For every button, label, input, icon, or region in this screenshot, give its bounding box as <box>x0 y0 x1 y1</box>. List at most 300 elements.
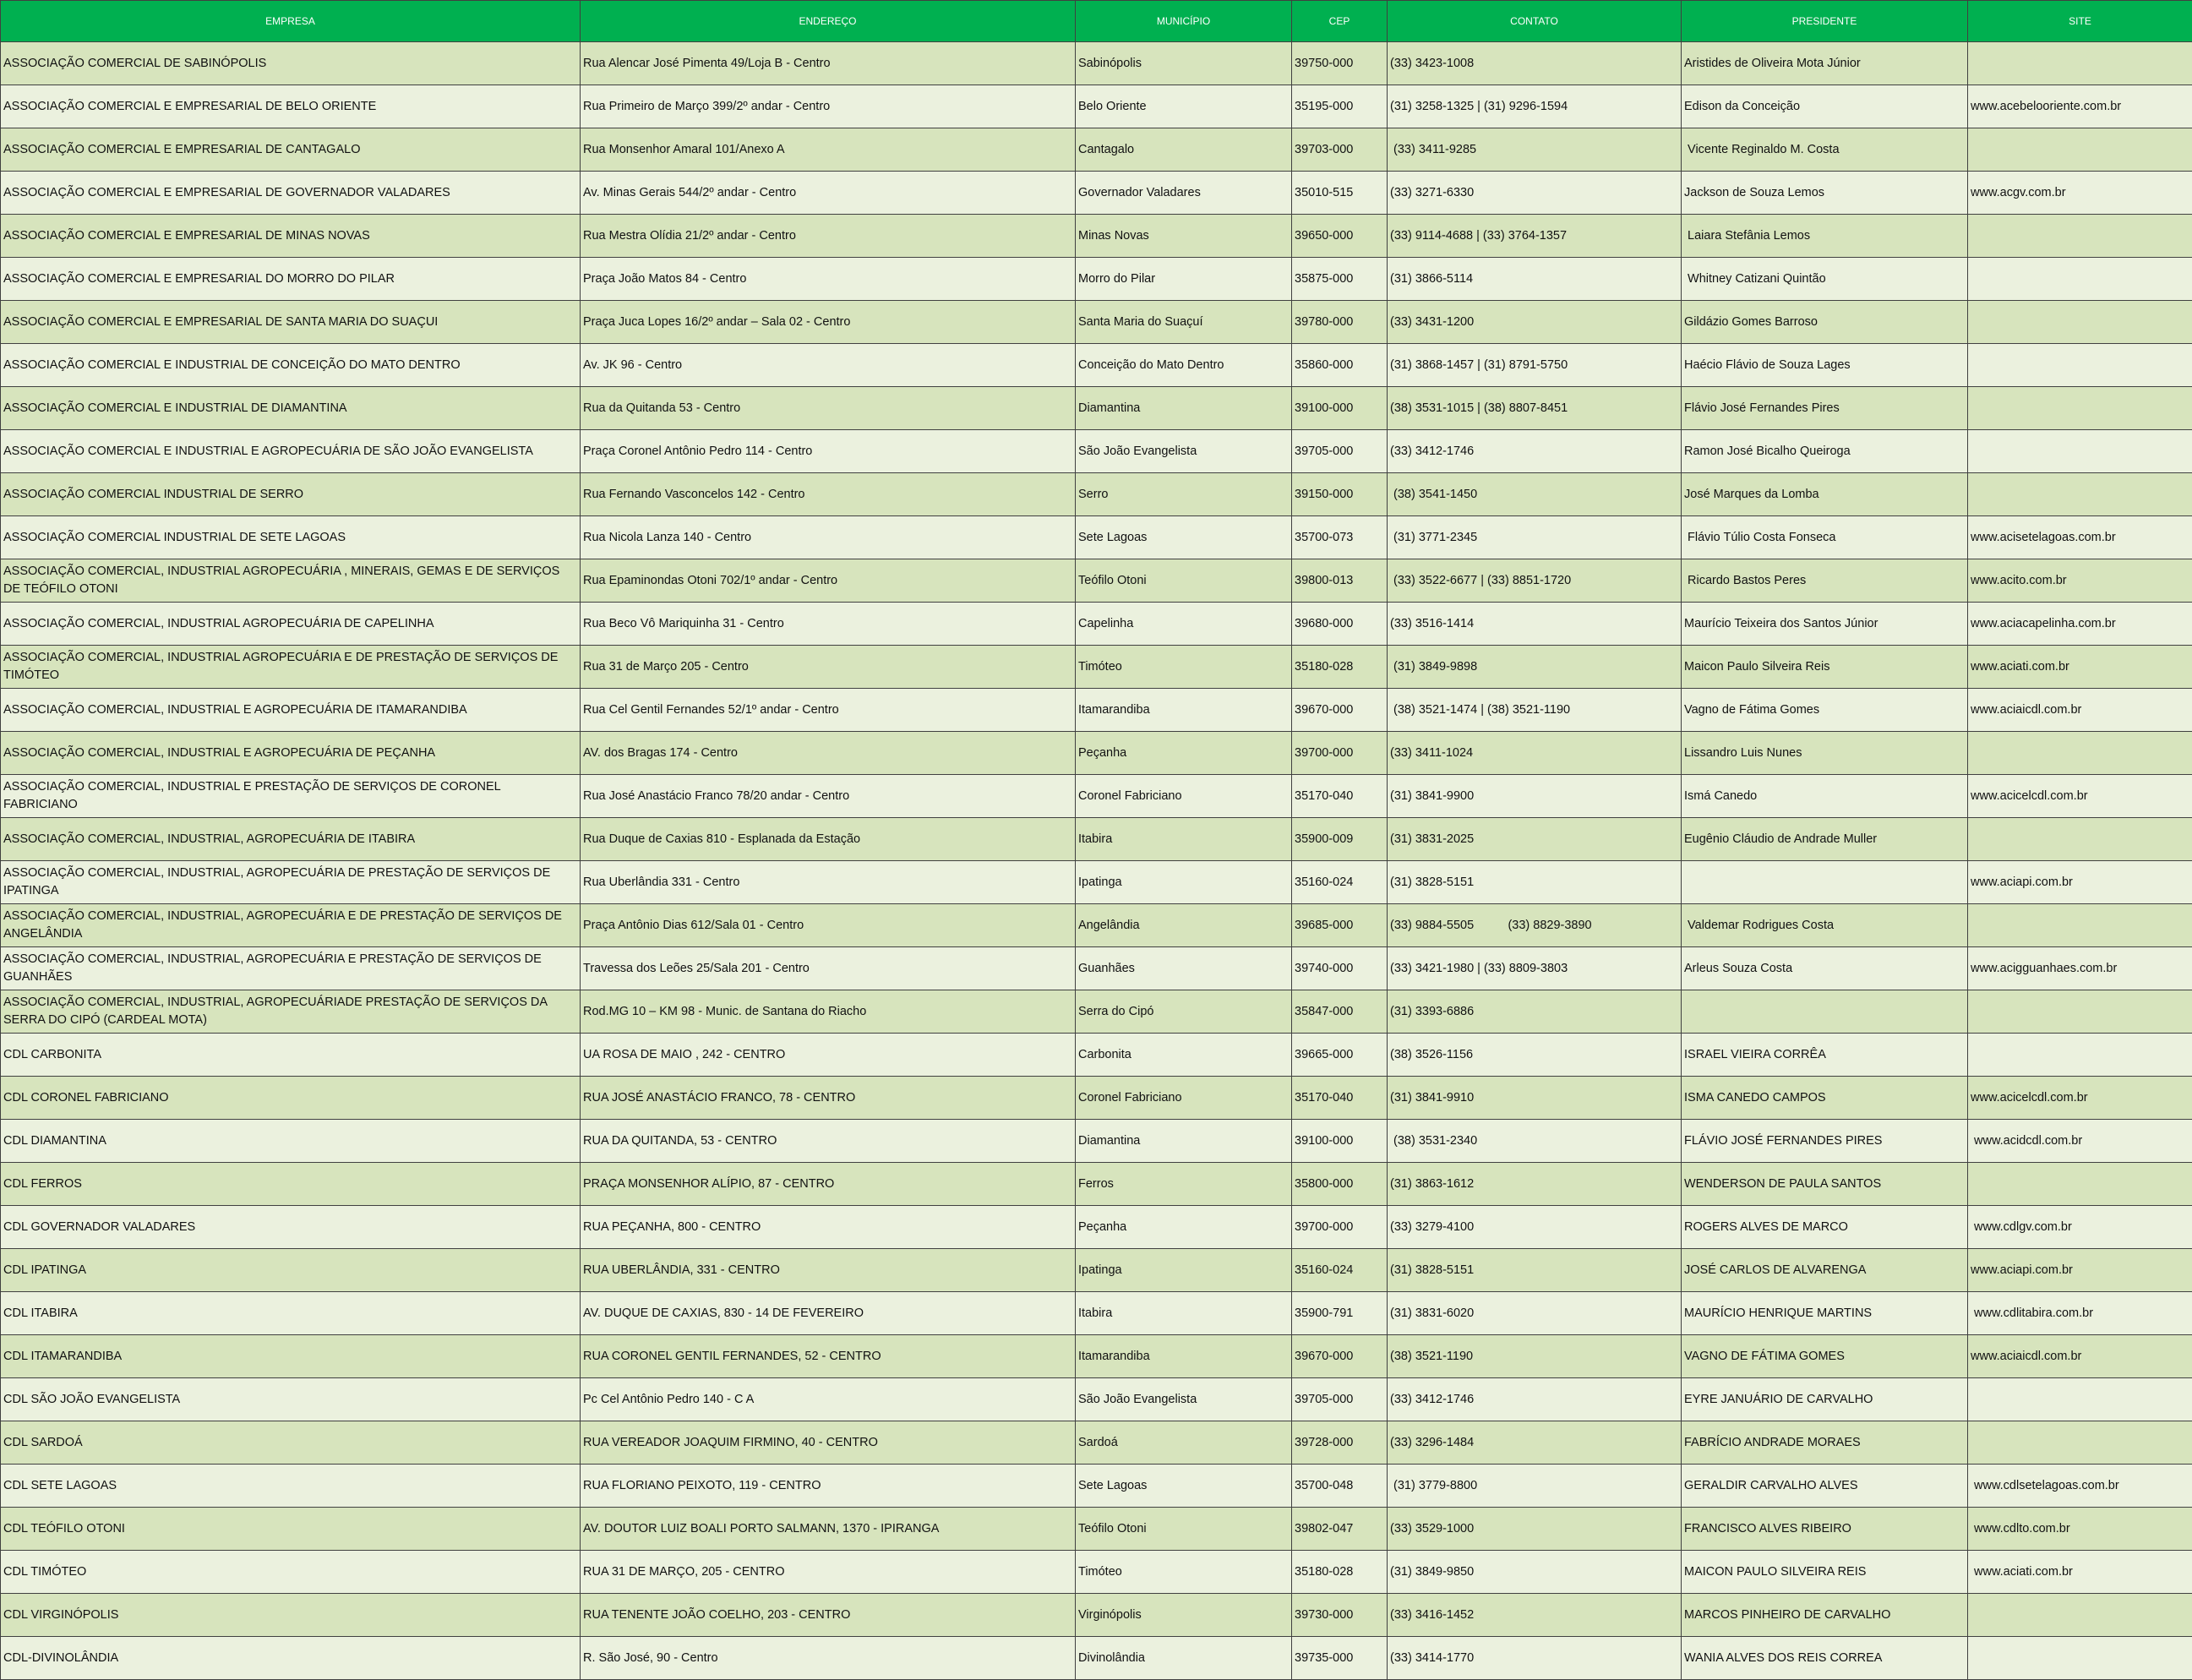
cell-contato: (33) 9884-5505 (33) 8829-3890 <box>1388 904 1682 947</box>
cell-contato: (31) 3841-9900 <box>1388 775 1682 818</box>
cell-municipio: Serra do Cipó <box>1076 990 1292 1034</box>
table-row <box>1 344 2192 387</box>
cell-endereco: RUA JOSÉ ANASTÁCIO FRANCO, 78 - CENTRO <box>581 1077 1076 1120</box>
column-header-empresa: EMPRESA <box>1 1 581 42</box>
cell-cep: 35180-028 <box>1292 646 1388 689</box>
cell-site <box>1968 301 2192 344</box>
cell-endereco: AV. DOUTOR LUIZ BOALI PORTO SALMANN, 1370 - IPIRANGA <box>581 1508 1076 1551</box>
table-row <box>1 128 2192 172</box>
cell-empresa: ASSOCIAÇÃO COMERCIAL, INDUSTRIAL AGROPECUÁRIA DE CAPELINHA <box>1 603 581 646</box>
cell-cep: 39670-000 <box>1292 1335 1388 1378</box>
cell-contato: (31) 3866-5114 <box>1388 258 1682 301</box>
cell-presidente: MAICON PAULO SILVEIRA REIS <box>1682 1551 1968 1594</box>
table-row <box>1 1249 2192 1292</box>
cell-empresa: ASSOCIAÇÃO COMERCIAL INDUSTRIAL DE SETE LAGOAS <box>1 516 581 559</box>
table-row <box>1 516 2192 559</box>
cell-site: www.aciaicdl.com.br <box>1968 1335 2192 1378</box>
cell-presidente: Maicon Paulo Silveira Reis <box>1682 646 1968 689</box>
cell-municipio: Timóteo <box>1076 1551 1292 1594</box>
cell-cep: 39735-000 <box>1292 1637 1388 1680</box>
cell-contato: (31) 3868-1457 | (31) 8791-5750 <box>1388 344 1682 387</box>
cell-endereco: RUA VEREADOR JOAQUIM FIRMINO, 40 - CENTRO <box>581 1421 1076 1465</box>
cell-site <box>1968 473 2192 516</box>
cell-contato: (33) 3421-1980 | (33) 8809-3803 <box>1388 947 1682 990</box>
cell-contato: (33) 3411-1024 <box>1388 732 1682 775</box>
cell-contato: (33) 3271-6330 <box>1388 172 1682 215</box>
cell-cep: 39670-000 <box>1292 689 1388 732</box>
cell-presidente: MAURÍCIO HENRIQUE MARTINS <box>1682 1292 1968 1335</box>
cell-site: www.acidcdl.com.br <box>1968 1120 2192 1163</box>
cell-contato: (31) 3779-8800 <box>1388 1465 1682 1508</box>
cell-endereco: Rua José Anastácio Franco 78/20 andar - Centro <box>581 775 1076 818</box>
cell-empresa: ASSOCIAÇÃO COMERCIAL, INDUSTRIAL E AGROPECUÁRIA DE PEÇANHA <box>1 732 581 775</box>
table-row <box>1 689 2192 732</box>
cell-presidente: Flávio Túlio Costa Fonseca <box>1682 516 1968 559</box>
cell-empresa: ASSOCIAÇÃO COMERCIAL E EMPRESARIAL DO MORRO DO PILAR <box>1 258 581 301</box>
cell-site <box>1968 1594 2192 1637</box>
cell-municipio: Coronel Fabriciano <box>1076 1077 1292 1120</box>
cell-cep: 39680-000 <box>1292 603 1388 646</box>
cell-cep: 35847-000 <box>1292 990 1388 1034</box>
cell-municipio: Carbonita <box>1076 1034 1292 1077</box>
cell-contato: (38) 3531-1015 | (38) 8807-8451 <box>1388 387 1682 430</box>
table-row <box>1 732 2192 775</box>
cell-municipio: Conceição do Mato Dentro <box>1076 344 1292 387</box>
table-row <box>1 473 2192 516</box>
cell-endereco: Rua Beco Vô Mariquinha 31 - Centro <box>581 603 1076 646</box>
cell-cep: 35900-009 <box>1292 818 1388 861</box>
cell-municipio: Ipatinga <box>1076 861 1292 904</box>
cell-municipio: Sardoá <box>1076 1421 1292 1465</box>
cell-site: www.acicelcdl.com.br <box>1968 1077 2192 1120</box>
cell-site: www.aciapi.com.br <box>1968 861 2192 904</box>
cell-endereco: RUA FLORIANO PEIXOTO, 119 - CENTRO <box>581 1465 1076 1508</box>
cell-contato: (31) 3771-2345 <box>1388 516 1682 559</box>
cell-endereco: RUA PEÇANHA, 800 - CENTRO <box>581 1206 1076 1249</box>
cell-empresa: CDL TIMÓTEO <box>1 1551 581 1594</box>
cell-empresa: ASSOCIAÇÃO COMERCIAL INDUSTRIAL DE SERRO <box>1 473 581 516</box>
cell-municipio: São João Evangelista <box>1076 430 1292 473</box>
cell-municipio: Peçanha <box>1076 732 1292 775</box>
cell-cep: 39700-000 <box>1292 732 1388 775</box>
cell-contato: (38) 3526-1156 <box>1388 1034 1682 1077</box>
cell-empresa: CDL DIAMANTINA <box>1 1120 581 1163</box>
column-header-presidente: PRESIDENTE <box>1682 1 1968 42</box>
cell-empresa: CDL SÃO JOÃO EVANGELISTA <box>1 1378 581 1421</box>
cell-contato: (33) 3416-1452 <box>1388 1594 1682 1637</box>
cell-presidente: ISMA CANEDO CAMPOS <box>1682 1077 1968 1120</box>
cell-contato: (38) 3521-1474 | (38) 3521-1190 <box>1388 689 1682 732</box>
cell-contato: (31) 3393-6886 <box>1388 990 1682 1034</box>
cell-cep: 39685-000 <box>1292 904 1388 947</box>
cell-endereco: RUA 31 DE MARÇO, 205 - CENTRO <box>581 1551 1076 1594</box>
table-row <box>1 1378 2192 1421</box>
cell-contato: (31) 3849-9850 <box>1388 1551 1682 1594</box>
cell-endereco: Rua Fernando Vasconcelos 142 - Centro <box>581 473 1076 516</box>
cell-municipio: Santa Maria do Suaçuí <box>1076 301 1292 344</box>
cell-site <box>1968 215 2192 258</box>
cell-site <box>1968 1378 2192 1421</box>
cell-presidente: Whitney Catizani Quintão <box>1682 258 1968 301</box>
table-row <box>1 646 2192 689</box>
cell-cep: 39740-000 <box>1292 947 1388 990</box>
cell-cep: 39802-047 <box>1292 1508 1388 1551</box>
cell-endereco: RUA TENENTE JOÃO COELHO, 203 - CENTRO <box>581 1594 1076 1637</box>
cell-endereco: Rua Primeiro de Março 399/2º andar - Centro <box>581 85 1076 128</box>
cell-empresa: CDL TEÓFILO OTONI <box>1 1508 581 1551</box>
cell-presidente: Vicente Reginaldo M. Costa <box>1682 128 1968 172</box>
cell-contato: (33) 3414-1770 <box>1388 1637 1682 1680</box>
cell-contato: (33) 3522-6677 | (33) 8851-1720 <box>1388 559 1682 603</box>
cell-municipio: Belo Oriente <box>1076 85 1292 128</box>
cell-endereco: Praça Juca Lopes 16/2º andar – Sala 02 - Centro <box>581 301 1076 344</box>
table-row <box>1 990 2192 1034</box>
cell-empresa: ASSOCIAÇÃO COMERCIAL E INDUSTRIAL E AGROPECUÁRIA DE SÃO JOÃO EVANGELISTA <box>1 430 581 473</box>
cell-site <box>1968 344 2192 387</box>
cell-municipio: Ipatinga <box>1076 1249 1292 1292</box>
cell-municipio: Minas Novas <box>1076 215 1292 258</box>
table-row <box>1 1292 2192 1335</box>
cell-empresa: ASSOCIAÇÃO COMERCIAL, INDUSTRIAL AGROPECUÁRIA , MINERAIS, GEMAS E DE SERVIÇOS DE TEÓFILO OTONI <box>1 559 581 603</box>
cell-presidente: Ricardo Bastos Peres <box>1682 559 1968 603</box>
cell-site: www.acisetelagoas.com.br <box>1968 516 2192 559</box>
cell-municipio: Sete Lagoas <box>1076 1465 1292 1508</box>
cell-contato: (33) 3516-1414 <box>1388 603 1682 646</box>
cell-cep: 35195-000 <box>1292 85 1388 128</box>
cell-empresa: ASSOCIAÇÃO COMERCIAL E INDUSTRIAL DE DIAMANTINA <box>1 387 581 430</box>
cell-endereco: Travessa dos Leões 25/Sala 201 - Centro <box>581 947 1076 990</box>
cell-cep: 35700-073 <box>1292 516 1388 559</box>
cell-empresa: CDL SETE LAGOAS <box>1 1465 581 1508</box>
cell-empresa: ASSOCIAÇÃO COMERCIAL E EMPRESARIAL DE MINAS NOVAS <box>1 215 581 258</box>
cell-site <box>1968 904 2192 947</box>
cell-site <box>1968 42 2192 85</box>
cell-presidente: Eugênio Cláudio de Andrade Muller <box>1682 818 1968 861</box>
cell-site: www.acgv.com.br <box>1968 172 2192 215</box>
cell-endereco: R. São José, 90 - Centro <box>581 1637 1076 1680</box>
cell-empresa: CDL-DIVINOLÂNDIA <box>1 1637 581 1680</box>
cell-cep: 39728-000 <box>1292 1421 1388 1465</box>
cell-municipio: Governador Valadares <box>1076 172 1292 215</box>
cell-empresa: ASSOCIAÇÃO COMERCIAL, INDUSTRIAL, AGROPECUÁRIA E PRESTAÇÃO DE SERVIÇOS DE GUANHÃES <box>1 947 581 990</box>
cell-municipio: Peçanha <box>1076 1206 1292 1249</box>
table-row <box>1 818 2192 861</box>
cell-presidente: Edison da Conceição <box>1682 85 1968 128</box>
column-header-endereco: ENDEREÇO <box>581 1 1076 42</box>
cell-cep: 39150-000 <box>1292 473 1388 516</box>
cell-cep: 35860-000 <box>1292 344 1388 387</box>
cell-presidente: Ismá Canedo <box>1682 775 1968 818</box>
cell-endereco: RUA UBERLÂNDIA, 331 - CENTRO <box>581 1249 1076 1292</box>
cell-presidente <box>1682 861 1968 904</box>
cell-contato: (33) 3411-9285 <box>1388 128 1682 172</box>
cell-endereco: Pc Cel Antônio Pedro 140 - C A <box>581 1378 1076 1421</box>
table-row <box>1 258 2192 301</box>
cell-contato: (33) 3412-1746 <box>1388 430 1682 473</box>
cell-presidente: Ramon José Bicalho Queiroga <box>1682 430 1968 473</box>
cell-cep: 35800-000 <box>1292 1163 1388 1206</box>
cell-cep: 39650-000 <box>1292 215 1388 258</box>
table-row <box>1 1206 2192 1249</box>
table-row <box>1 861 2192 904</box>
table-row <box>1 1637 2192 1680</box>
cell-presidente: VAGNO DE FÁTIMA GOMES <box>1682 1335 1968 1378</box>
table-body <box>1 42 2192 1680</box>
cell-empresa: ASSOCIAÇÃO COMERCIAL, INDUSTRIAL, AGROPECUÁRIA DE PRESTAÇÃO DE SERVIÇOS DE IPATINGA <box>1 861 581 904</box>
cell-empresa: CDL ITABIRA <box>1 1292 581 1335</box>
cell-municipio: Teófilo Otoni <box>1076 559 1292 603</box>
cell-site <box>1968 732 2192 775</box>
cell-cep: 39705-000 <box>1292 430 1388 473</box>
cell-municipio: Divinolândia <box>1076 1637 1292 1680</box>
cell-empresa: CDL IPATINGA <box>1 1249 581 1292</box>
cell-contato: (31) 3831-6020 <box>1388 1292 1682 1335</box>
cell-municipio: Itamarandiba <box>1076 689 1292 732</box>
cell-endereco: Rua Mestra Olídia 21/2º andar - Centro <box>581 215 1076 258</box>
table-row <box>1 172 2192 215</box>
cell-municipio: Sete Lagoas <box>1076 516 1292 559</box>
cell-empresa: ASSOCIAÇÃO COMERCIAL E INDUSTRIAL DE CONCEIÇÃO DO MATO DENTRO <box>1 344 581 387</box>
cell-presidente: Vagno de Fátima Gomes <box>1682 689 1968 732</box>
cell-cep: 35700-048 <box>1292 1465 1388 1508</box>
cell-presidente: WENDERSON DE PAULA SANTOS <box>1682 1163 1968 1206</box>
cell-presidente: Laiara Stefânia Lemos <box>1682 215 1968 258</box>
cell-endereco: Rua Monsenhor Amaral 101/Anexo A <box>581 128 1076 172</box>
cell-endereco: Rua da Quitanda 53 - Centro <box>581 387 1076 430</box>
cell-site <box>1968 1421 2192 1465</box>
table-row <box>1 559 2192 603</box>
cell-empresa: ASSOCIAÇÃO COMERCIAL DE SABINÓPOLIS <box>1 42 581 85</box>
cell-presidente: ROGERS ALVES DE MARCO <box>1682 1206 1968 1249</box>
cell-cep: 35180-028 <box>1292 1551 1388 1594</box>
cell-contato: (31) 3258-1325 | (31) 9296-1594 <box>1388 85 1682 128</box>
cell-endereco: Av. JK 96 - Centro <box>581 344 1076 387</box>
cell-endereco: Rua Epaminondas Otoni 702/1º andar - Centro <box>581 559 1076 603</box>
cell-endereco: Rua Uberlândia 331 - Centro <box>581 861 1076 904</box>
column-header-contato: CONTATO <box>1388 1 1682 42</box>
cell-site: www.aciati.com.br <box>1968 646 2192 689</box>
table-row <box>1 775 2192 818</box>
cell-endereco: Av. Minas Gerais 544/2º andar - Centro <box>581 172 1076 215</box>
table-row <box>1 1421 2192 1465</box>
cell-municipio: Itamarandiba <box>1076 1335 1292 1378</box>
cell-endereco: RUA DA QUITANDA, 53 - CENTRO <box>581 1120 1076 1163</box>
cell-site <box>1968 258 2192 301</box>
cell-site: www.cdlsetelagoas.com.br <box>1968 1465 2192 1508</box>
cell-site <box>1968 430 2192 473</box>
cell-municipio: Morro do Pilar <box>1076 258 1292 301</box>
cell-empresa: ASSOCIAÇÃO COMERCIAL, INDUSTRIAL, AGROPECUÁRIA E DE PRESTAÇÃO DE SERVIÇOS DE ANGELÂNDIA <box>1 904 581 947</box>
table-row <box>1 1120 2192 1163</box>
cell-endereco: Rua Nicola Lanza 140 - Centro <box>581 516 1076 559</box>
cell-endereco: Rua Cel Gentil Fernandes 52/1º andar - Centro <box>581 689 1076 732</box>
cell-cep: 39700-000 <box>1292 1206 1388 1249</box>
cell-site: www.acicelcdl.com.br <box>1968 775 2192 818</box>
table-row <box>1 904 2192 947</box>
cell-municipio: Diamantina <box>1076 387 1292 430</box>
table-row <box>1 1551 2192 1594</box>
cell-empresa: ASSOCIAÇÃO COMERCIAL, INDUSTRIAL E AGROPECUÁRIA DE ITAMARANDIBA <box>1 689 581 732</box>
cell-contato: (38) 3521-1190 <box>1388 1335 1682 1378</box>
cell-municipio: Cantagalo <box>1076 128 1292 172</box>
cell-endereco: RUA CORONEL GENTIL FERNANDES, 52 - CENTRO <box>581 1335 1076 1378</box>
cell-empresa: ASSOCIAÇÃO COMERCIAL E EMPRESARIAL DE BELO ORIENTE <box>1 85 581 128</box>
cell-presidente: Lissandro Luis Nunes <box>1682 732 1968 775</box>
cell-municipio: Itabira <box>1076 818 1292 861</box>
cell-cep: 39703-000 <box>1292 128 1388 172</box>
cell-empresa: CDL ITAMARANDIBA <box>1 1335 581 1378</box>
cell-empresa: ASSOCIAÇÃO COMERCIAL E EMPRESARIAL DE SANTA MARIA DO SUAÇUI <box>1 301 581 344</box>
cell-site <box>1968 1637 2192 1680</box>
column-header-site: SITE <box>1968 1 2192 42</box>
table-row <box>1 1508 2192 1551</box>
cell-empresa: ASSOCIAÇÃO COMERCIAL, INDUSTRIAL, AGROPECUÁRIA DE ITABIRA <box>1 818 581 861</box>
cell-municipio: Teófilo Otoni <box>1076 1508 1292 1551</box>
cell-site: www.aciaicdl.com.br <box>1968 689 2192 732</box>
cell-presidente: FABRÍCIO ANDRADE MORAES <box>1682 1421 1968 1465</box>
cell-empresa: CDL FERROS <box>1 1163 581 1206</box>
cell-cep: 35160-024 <box>1292 861 1388 904</box>
cell-endereco: AV. DUQUE DE CAXIAS, 830 - 14 DE FEVEREIRO <box>581 1292 1076 1335</box>
cell-endereco: Rua Alencar José Pimenta 49/Loja B - Centro <box>581 42 1076 85</box>
cell-endereco: UA ROSA DE MAIO , 242 - CENTRO <box>581 1034 1076 1077</box>
cell-cep: 35170-040 <box>1292 1077 1388 1120</box>
table-row <box>1 85 2192 128</box>
cell-presidente: MARCOS PINHEIRO DE CARVALHO <box>1682 1594 1968 1637</box>
cell-contato: (33) 3412-1746 <box>1388 1378 1682 1421</box>
cell-empresa: CDL GOVERNADOR VALADARES <box>1 1206 581 1249</box>
cell-site <box>1968 990 2192 1034</box>
cell-contato: (38) 3541-1450 <box>1388 473 1682 516</box>
cell-site <box>1968 1034 2192 1077</box>
cell-endereco: AV. dos Bragas 174 - Centro <box>581 732 1076 775</box>
cell-presidente: JOSÉ CARLOS DE ALVARENGA <box>1682 1249 1968 1292</box>
cell-presidente: GERALDIR CARVALHO ALVES <box>1682 1465 1968 1508</box>
cell-presidente: José Marques da Lomba <box>1682 473 1968 516</box>
cell-contato: (33) 3431-1200 <box>1388 301 1682 344</box>
cell-endereco: Rua 31 de Março 205 - Centro <box>581 646 1076 689</box>
cell-empresa: ASSOCIAÇÃO COMERCIAL E EMPRESARIAL DE CANTAGALO <box>1 128 581 172</box>
cell-municipio: Ferros <box>1076 1163 1292 1206</box>
cell-empresa: ASSOCIAÇÃO COMERCIAL, INDUSTRIAL AGROPECUÁRIA E DE PRESTAÇÃO DE SERVIÇOS DE TIMÓTEO <box>1 646 581 689</box>
cell-contato: (31) 3828-5151 <box>1388 861 1682 904</box>
cell-site: www.acito.com.br <box>1968 559 2192 603</box>
cell-presidente: Arleus Souza Costa <box>1682 947 1968 990</box>
cell-presidente: FLÁVIO JOSÉ FERNANDES PIRES <box>1682 1120 1968 1163</box>
cell-presidente: WANIA ALVES DOS REIS CORREA <box>1682 1637 1968 1680</box>
cell-municipio: Itabira <box>1076 1292 1292 1335</box>
table-row <box>1 1034 2192 1077</box>
cell-site: www.acebelooriente.com.br <box>1968 85 2192 128</box>
cell-site: www.aciapi.com.br <box>1968 1249 2192 1292</box>
cell-cep: 39100-000 <box>1292 387 1388 430</box>
cell-empresa: ASSOCIAÇÃO COMERCIAL, INDUSTRIAL E PRESTAÇÃO DE SERVIÇOS DE CORONEL FABRICIANO <box>1 775 581 818</box>
cell-site: www.cdlgv.com.br <box>1968 1206 2192 1249</box>
cell-cep: 39780-000 <box>1292 301 1388 344</box>
table-row <box>1 387 2192 430</box>
table-row <box>1 1077 2192 1120</box>
cell-cep: 39730-000 <box>1292 1594 1388 1637</box>
cell-cep: 35170-040 <box>1292 775 1388 818</box>
cell-site <box>1968 387 2192 430</box>
cell-presidente: EYRE JANUÁRIO DE CARVALHO <box>1682 1378 1968 1421</box>
cell-presidente: Haécio Flávio de Souza Lages <box>1682 344 1968 387</box>
cell-contato: (33) 3423-1008 <box>1388 42 1682 85</box>
cell-contato: (33) 3529-1000 <box>1388 1508 1682 1551</box>
cell-site: www.cdlitabira.com.br <box>1968 1292 2192 1335</box>
cell-presidente: Valdemar Rodrigues Costa <box>1682 904 1968 947</box>
cell-contato: (33) 9114-4688 | (33) 3764-1357 <box>1388 215 1682 258</box>
cell-contato: (31) 3828-5151 <box>1388 1249 1682 1292</box>
cell-presidente: Jackson de Souza Lemos <box>1682 172 1968 215</box>
cell-contato: (31) 3841-9910 <box>1388 1077 1682 1120</box>
cell-cep: 39800-013 <box>1292 559 1388 603</box>
cell-empresa: ASSOCIAÇÃO COMERCIAL E EMPRESARIAL DE GOVERNADOR VALADARES <box>1 172 581 215</box>
cell-municipio: Diamantina <box>1076 1120 1292 1163</box>
cell-municipio: Sabinópolis <box>1076 42 1292 85</box>
cell-cep: 39705-000 <box>1292 1378 1388 1421</box>
cell-municipio: Timóteo <box>1076 646 1292 689</box>
cell-cep: 35900-791 <box>1292 1292 1388 1335</box>
cell-endereco: PRAÇA MONSENHOR ALÍPIO, 87 - CENTRO <box>581 1163 1076 1206</box>
cell-empresa: CDL CARBONITA <box>1 1034 581 1077</box>
cell-site: www.aciacapelinha.com.br <box>1968 603 2192 646</box>
cell-site <box>1968 128 2192 172</box>
cell-contato: (31) 3831-2025 <box>1388 818 1682 861</box>
table-row <box>1 301 2192 344</box>
cell-municipio: Capelinha <box>1076 603 1292 646</box>
cell-contato: (31) 3849-9898 <box>1388 646 1682 689</box>
table-row <box>1 215 2192 258</box>
cell-endereco: Praça Antônio Dias 612/Sala 01 - Centro <box>581 904 1076 947</box>
table-row <box>1 1335 2192 1378</box>
cell-endereco: Praça Coronel Antônio Pedro 114 - Centro <box>581 430 1076 473</box>
cell-endereco: Rua Duque de Caxias 810 - Esplanada da Estação <box>581 818 1076 861</box>
cell-cep: 39665-000 <box>1292 1034 1388 1077</box>
column-header-cep: CEP <box>1292 1 1388 42</box>
column-header-municipio: MUNICÍPIO <box>1076 1 1292 42</box>
cell-cep: 35010-515 <box>1292 172 1388 215</box>
cell-contato: (38) 3531-2340 <box>1388 1120 1682 1163</box>
cell-presidente: Flávio José Fernandes Pires <box>1682 387 1968 430</box>
cell-endereco: Praça João Matos 84 - Centro <box>581 258 1076 301</box>
table-row <box>1 42 2192 85</box>
cell-municipio: Virginópolis <box>1076 1594 1292 1637</box>
cell-empresa: CDL VIRGINÓPOLIS <box>1 1594 581 1637</box>
cell-cep: 39100-000 <box>1292 1120 1388 1163</box>
cell-cep: 35160-024 <box>1292 1249 1388 1292</box>
table-row <box>1 1163 2192 1206</box>
table-row <box>1 1465 2192 1508</box>
cell-empresa: ASSOCIAÇÃO COMERCIAL, INDUSTRIAL, AGROPECUÁRIADE PRESTAÇÃO DE SERVIÇOS DA SERRA DO CIPÓ (CARDEAL MOTA) <box>1 990 581 1034</box>
cell-municipio: Angelândia <box>1076 904 1292 947</box>
cell-municipio: Guanhães <box>1076 947 1292 990</box>
cell-site: www.acigguanhaes.com.br <box>1968 947 2192 990</box>
cell-presidente: ISRAEL VIEIRA CORRÊA <box>1682 1034 1968 1077</box>
cell-municipio: Serro <box>1076 473 1292 516</box>
cell-endereco: Rod.MG 10 – KM 98 - Munic. de Santana do Riacho <box>581 990 1076 1034</box>
cell-empresa: CDL CORONEL FABRICIANO <box>1 1077 581 1120</box>
cell-contato: (33) 3296-1484 <box>1388 1421 1682 1465</box>
cell-presidente: Gildázio Gomes Barroso <box>1682 301 1968 344</box>
cell-site <box>1968 1163 2192 1206</box>
cell-site: www.aciati.com.br <box>1968 1551 2192 1594</box>
header-row <box>1 1 2192 42</box>
table-row <box>1 947 2192 990</box>
table-row <box>1 603 2192 646</box>
cell-contato: (31) 3863-1612 <box>1388 1163 1682 1206</box>
cell-empresa: CDL SARDOÁ <box>1 1421 581 1465</box>
